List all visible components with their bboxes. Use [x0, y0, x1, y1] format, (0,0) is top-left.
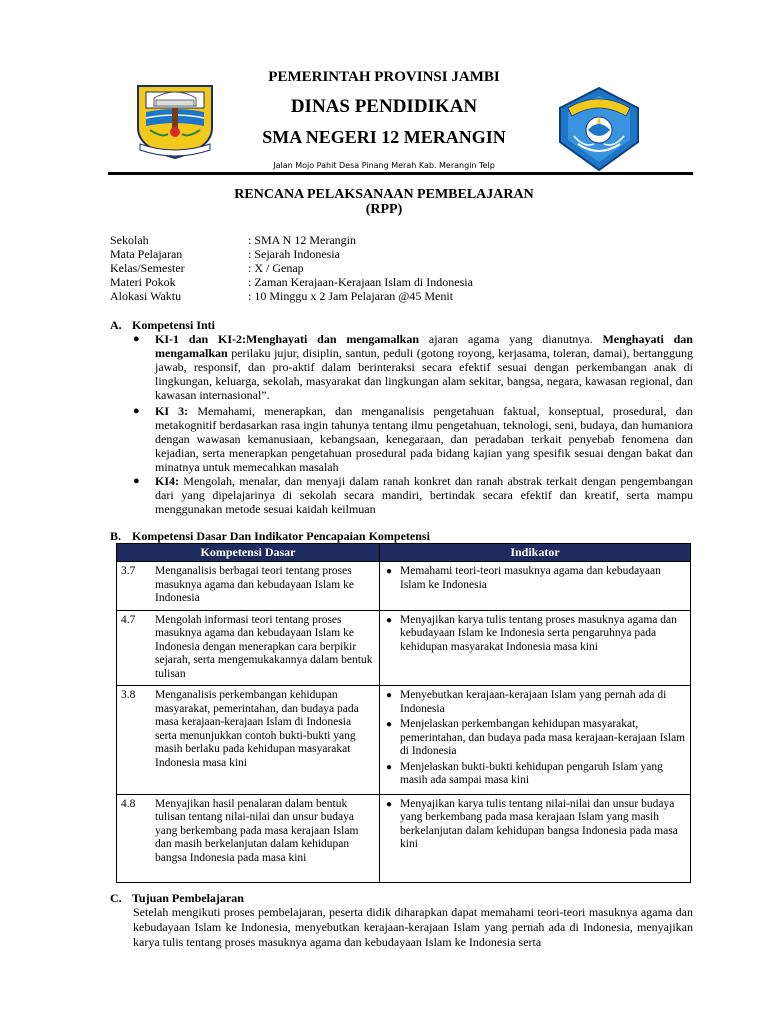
bullet-icon: ●	[386, 719, 393, 730]
jambi-province-logo	[132, 82, 218, 160]
ki-3-item	[133, 404, 693, 474]
ki-1-2-text-part1: ajaran agama yang dianutnya.	[419, 332, 603, 346]
indicator-item	[384, 798, 686, 852]
kd-text: Menyajikan hasil penalaran dalam bentuk tulisan tentang nilai-nilai dan unsur budaya yang berkembang pada masa kerajaan Islam dan masih berkelanjutan dalam kehidupan bangsa Indonesia pada masa kini	[151, 794, 380, 882]
ki-4-text	[155, 474, 693, 516]
header-office: DINAS PENDIDIKAN	[290, 96, 478, 117]
header-government: PEMERINTAH PROVINSI JAMBI	[268, 69, 500, 85]
identity-value: : Sejarah Indonesia	[248, 247, 340, 261]
kd-number: 4.7	[117, 610, 152, 686]
section-title: Kompetensi Inti	[132, 318, 216, 332]
indicator-item	[384, 761, 686, 788]
identity-value: : X / Genap	[248, 261, 304, 275]
ki-4-label: KI4:	[155, 474, 179, 488]
ki-3-label: KI 3:	[155, 404, 189, 418]
header-divider	[108, 172, 693, 175]
ki-3-body: Memahami, menerapkan, dan menganalisis pengetahuan faktual, konseptual, prosedural, dan metakognitif berdasarkan rasa ingin tahunya tentang ilmu pengetahuan, teknologi, seni, budaya, dan humaniora dengan wawasan kemanusiaan, kebangsaan, kenegaraan, dan peradaban terkait penyebab fenomena dan kejadian, serta menerapkan pengetahuan prosedural pada bidang kajian yang spesifik sesuai dengan bakat dan minatnya untuk memecahkan masalah	[155, 404, 694, 474]
identity-value: : 10 Minggu x 2 Jam Pelajaran @45 Menit	[248, 289, 454, 303]
indicator-item	[384, 718, 686, 759]
indicator-cell	[380, 686, 691, 795]
table-row	[117, 686, 691, 795]
kd-text: Menganalisis berbagai teori tentang proses masuknya agama dan kebudayaan Islam ke Indonesia	[151, 562, 380, 611]
bullet-icon: ●	[386, 614, 393, 626]
section-number: B.	[110, 529, 122, 543]
ki-3-text	[155, 404, 693, 474]
section-number: A.	[110, 318, 122, 332]
indicator-text: Menjelaskan perkembangan kehidupan masyarakat, pemerintahan, dan budaya pada masa kerajaan-kerajaan Islam di Indonesia	[400, 718, 686, 757]
indicator-text: Menjelaskan bukti-bukti kehidupan pengaruh Islam yang masih ada sampai masa kini	[400, 760, 663, 786]
bullet-icon: ●	[133, 333, 140, 345]
column-header-kompetensi-dasar: Kompetensi Dasar	[117, 544, 380, 562]
table-row	[117, 610, 691, 686]
indicator-item	[384, 565, 686, 592]
header-school: SMA NEGERI 12 MERANGIN	[262, 127, 506, 147]
kd-number: 3.8	[117, 686, 152, 795]
bullet-icon: ●	[386, 566, 393, 577]
section-title: Kompetensi Dasar Dan Indikator Pencapaian Kompetensi	[132, 529, 430, 543]
bullet-icon: ●	[386, 690, 393, 701]
bullet-icon: ●	[133, 475, 140, 487]
identity-value: : Zaman Kerajaan-Kerajaan Islam di Indonesia	[248, 275, 473, 289]
competency-table	[116, 543, 691, 883]
identity-key: Sekolah	[110, 233, 149, 247]
header-address: Jalan Mojo Pahit Desa Pinang Merah Kab. Merangin Telp	[273, 161, 495, 170]
identity-key: Mata Pelajaran	[110, 247, 183, 261]
indicator-text: Memahami teori-teori masuknya agama dan kebudayaan Islam ke Indonesia	[400, 565, 661, 591]
ki-4-item	[133, 474, 693, 516]
indicator-text: Menyajikan karya tulis tentang nilai-nilai dan unsur budaya yang berkembang pada masa kerajaan Islam yang masih berkelanjutan dalam kehidupan bangsa Indonesia pada masa kini	[400, 797, 678, 850]
bullet-icon: ●	[133, 405, 140, 417]
indicator-cell	[380, 562, 691, 611]
indicator-cell	[380, 610, 691, 686]
identity-key: Kelas/Semester	[110, 261, 185, 275]
table-row	[117, 794, 691, 882]
ki-4-body: Mengolah, menalar, dan menyaji dalam ranah konkret dan ranah abstrak terkait dengan pengembangan dari yang dipelajarinya di sekolah secara mandiri, bertindak secara efektif dan kreatif, serta mampu menggunakan metode sesuai kaidah keilmuan	[155, 474, 693, 516]
table-row	[117, 562, 691, 611]
indicator-item	[384, 689, 686, 716]
kd-text: Mengolah informasi teori tentang proses masuknya agama dan kebudayaan Islam ke Indonesia dengan menerapkan cara berpikir sejarah, serta mengemukakannya dalam bentuk tulisan	[151, 610, 380, 686]
document-title: RENCANA PELAKSANAAN PEMBELAJARAN	[234, 187, 534, 202]
indicator-text: Menyajikan karya tulis tentang proses masuknya agama dan kebudayaan Islam ke Indonesia serta pengaruhnya pada kehidupan masyarakat Indonesia masa kini	[400, 613, 677, 653]
ki-1-2-item	[133, 332, 693, 402]
section-number: C.	[110, 891, 122, 905]
ki-1-2-text	[155, 332, 693, 402]
indicator-cell	[380, 794, 691, 882]
bullet-icon: ●	[386, 761, 393, 773]
indicator-item	[384, 614, 686, 655]
bullet-icon: ●	[386, 798, 393, 810]
learning-objective-text: Setelah mengikuti proses pembelajaran, peserta didik diharapkan dapat memahami teori-teori masuknya agama dan kebudayaan Islam ke Indonesia, menyebutkan kerajaan-kerajaan Islam yang pernah ada di Indonesia, menyajikan karya tulis tentang proses masuknya agama dan kebudayaan Islam ke Indonesia serta	[133, 905, 693, 949]
table-header-row	[117, 544, 691, 562]
identity-key: Alokasi Waktu	[110, 289, 182, 303]
ki-1-2-label: KI-1 dan KI-2:Menghayati dan mengamalkan	[155, 332, 420, 346]
column-header-indikator: Indikator	[380, 544, 691, 562]
kd-text: Menganalisis perkembangan kehidupan masyarakat, pemerintahan, dan budaya pada masa kerajaan-kerajaan Islam di Indonesia serta menunjukkan contoh bukti-bukti yang masih berlaku pada kehidupan masyarakat Indonesia masa kini	[151, 686, 380, 795]
document-subtitle: (RPP)	[365, 202, 403, 217]
ki-1-2-text-part2: perilaku jujur, disiplin, santun, peduli (gotong royong, kerjasama, toleran, damai), bertanggung jawab, responsif, dan pro-aktif dalam berinteraksi secara efektif sesuai dengan perkembangan anak di lingkungan, keluarga, sekolah, masyarakat dan lingkungan alam sekitar, bangsa, negara, kawasan regional, dan kawasan internasional”.	[155, 346, 693, 402]
section-title: Tujuan Pembelajaran	[132, 891, 244, 905]
ki-1-2-bold-part: Menghayati dan mengamalkan	[155, 332, 693, 360]
identity-key: Materi Pokok	[110, 275, 176, 289]
kd-number: 4.8	[117, 794, 152, 882]
indicator-text: Menyebutkan kerajaan-kerajaan Islam yang pernah ada di Indonesia	[400, 689, 667, 715]
identity-value: : SMA N 12 Merangin	[248, 233, 356, 247]
kd-number: 3.7	[117, 562, 152, 611]
